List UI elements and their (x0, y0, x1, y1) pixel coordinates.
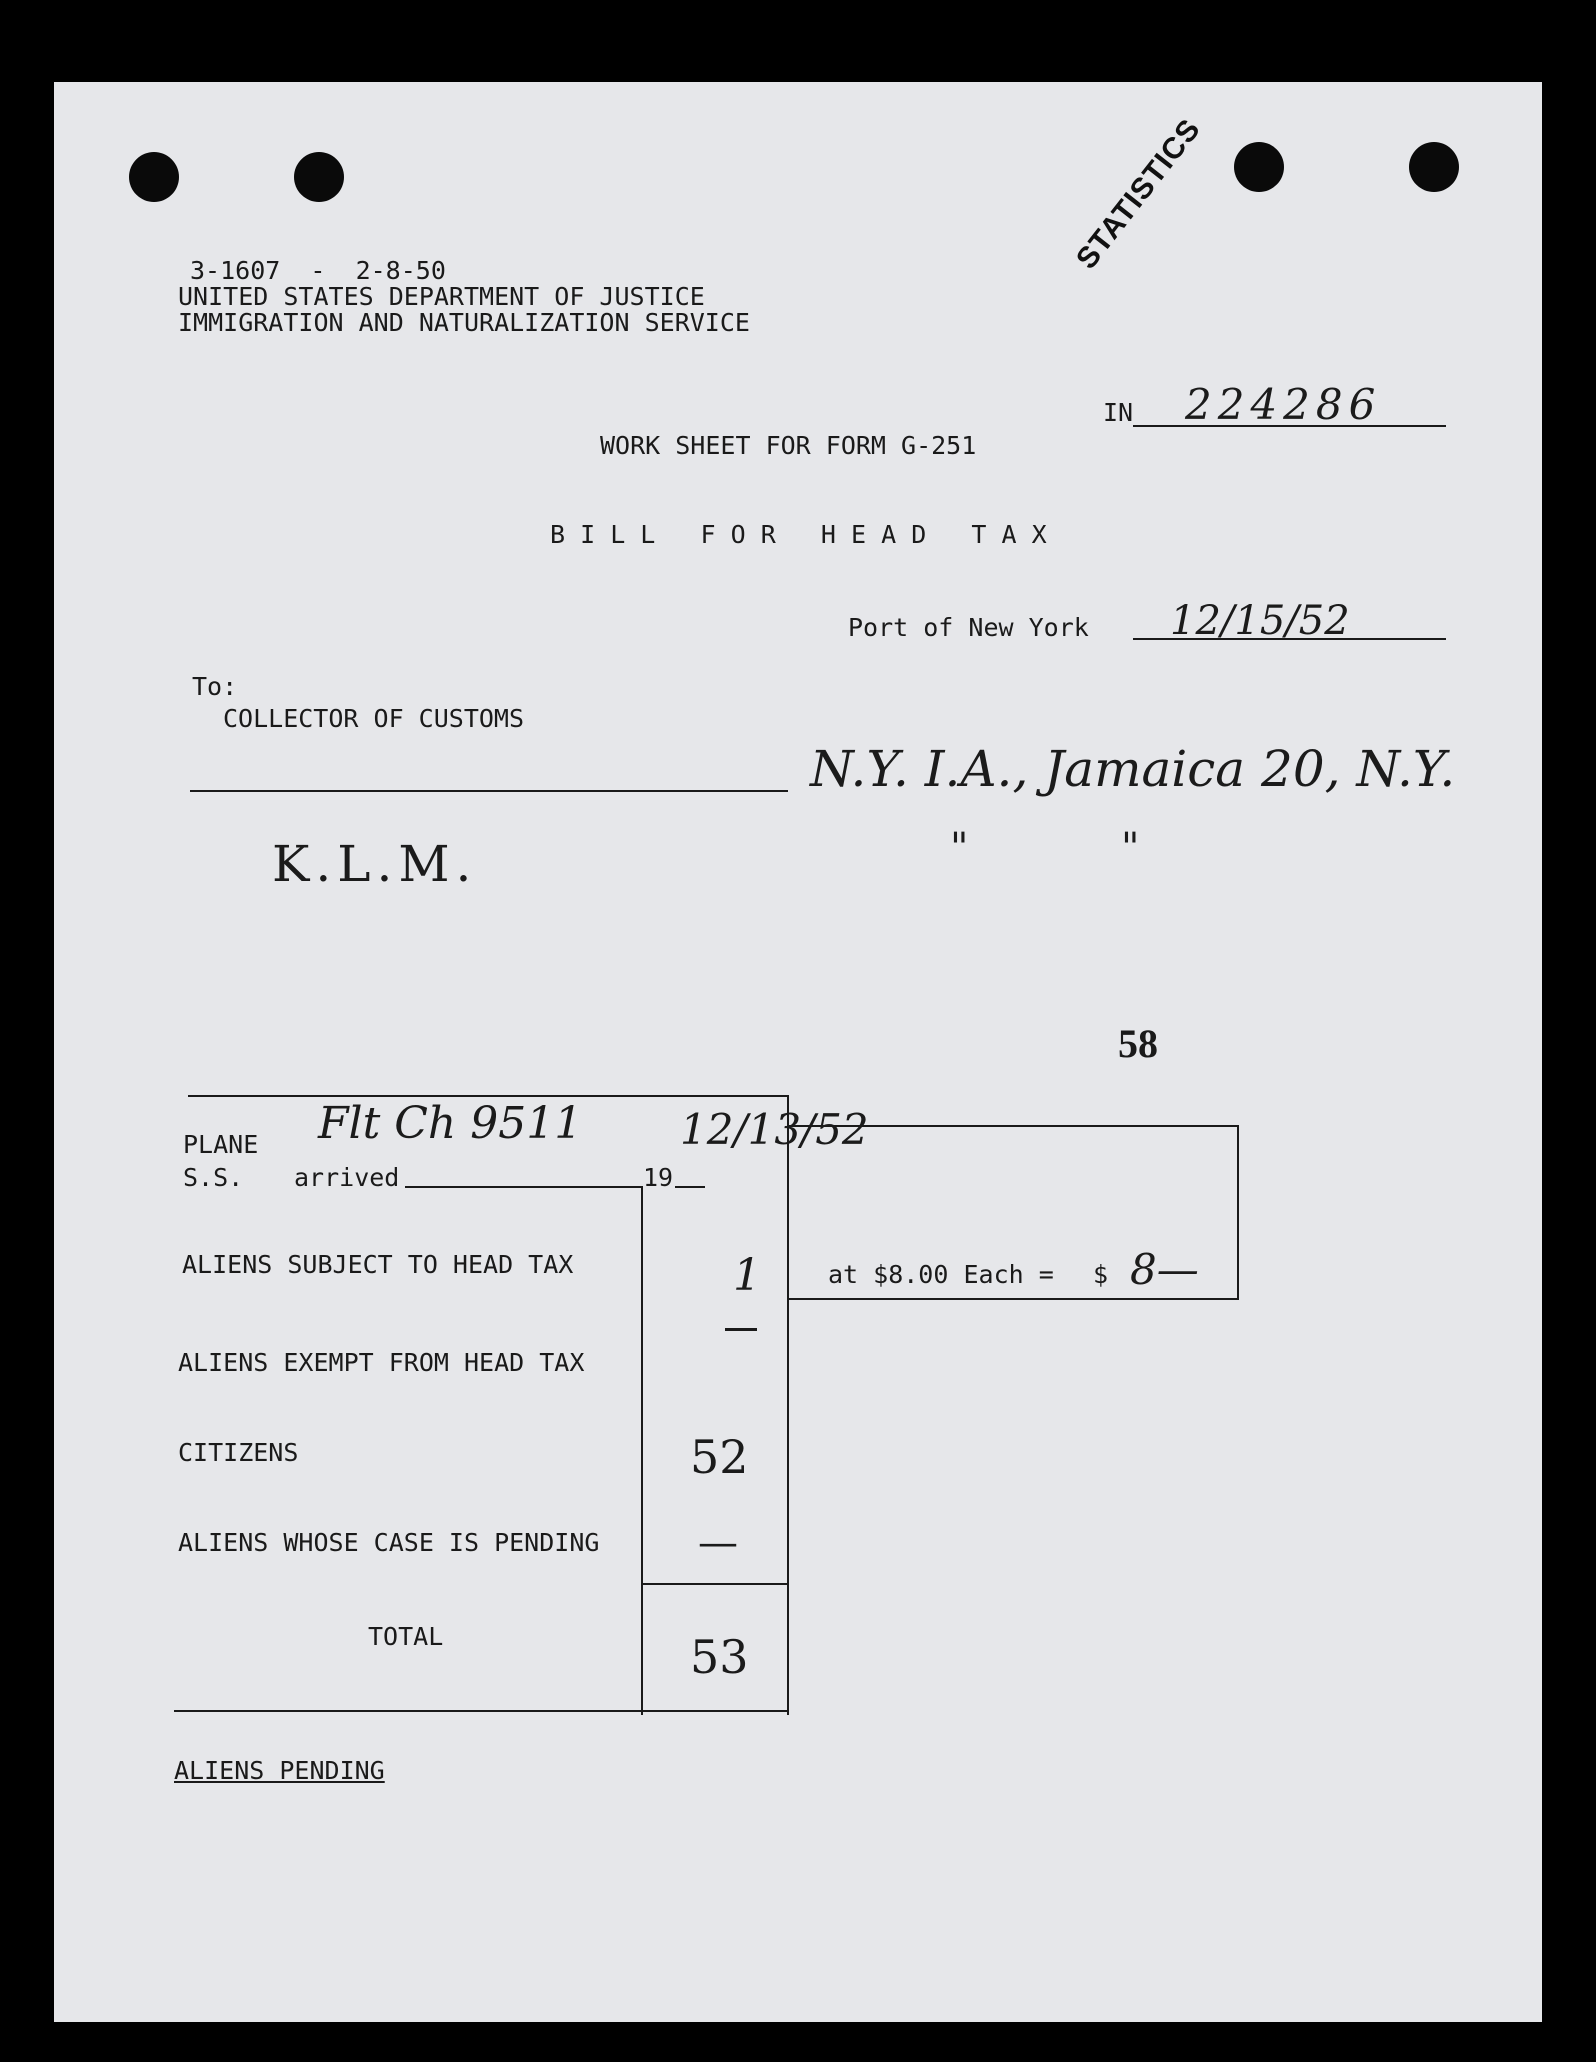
arrived-label: arrived (294, 1163, 400, 1192)
handwritten-address: N.Y. I.A., Jamaica 20, N.Y. (810, 740, 1456, 798)
year-line (675, 1186, 705, 1188)
document-page (54, 82, 1542, 2022)
ss-label: S.S. (183, 1163, 244, 1192)
total-value: 53 (690, 1630, 749, 1684)
statistics-stamp: STATISTICS (1070, 112, 1208, 276)
table-bottom-border (174, 1710, 788, 1712)
row-value-subject: 1 (733, 1250, 761, 1301)
address-line (190, 790, 788, 792)
port-label: Port of New York (848, 613, 1089, 642)
work-sheet-title: WORK SHEET FOR FORM G-251 (600, 431, 977, 460)
carrier-name: K.L.M. (272, 835, 478, 893)
to-label: To: (192, 672, 238, 701)
row-value-subject-underline (725, 1328, 757, 1331)
rate-box-right (1237, 1125, 1239, 1300)
row-label-exempt: ALIENS EXEMPT FROM HEAD TAX (178, 1348, 585, 1377)
service-name: IMMIGRATION AND NATURALIZATION SERVICE (178, 308, 750, 337)
row-label-citizens: CITIZENS (178, 1438, 299, 1467)
row-label-subject: ALIENS SUBJECT TO HEAD TAX (182, 1250, 574, 1279)
rate-box-bottom (787, 1298, 1239, 1300)
amount-value: 8— (1130, 1245, 1199, 1294)
dollar-sign: $ (1093, 1260, 1109, 1289)
to-recipient: COLLECTOR OF CUSTOMS (223, 704, 525, 733)
port-date: 12/15/52 (1170, 598, 1350, 644)
row-value-pending: — (698, 1520, 738, 1566)
aliens-pending-label: ALIENS PENDING (174, 1756, 385, 1785)
punch-hole (1234, 142, 1284, 192)
arrived-line (405, 1186, 641, 1188)
page-number: 58 (1118, 1021, 1158, 1066)
table-right-border (787, 1095, 789, 1715)
form-number: 3-1607 - 2-8-50 (190, 256, 446, 285)
department-name: UNITED STATES DEPARTMENT OF JUSTICE (178, 282, 705, 311)
punch-hole (294, 152, 344, 202)
table-top-border (188, 1095, 788, 1097)
year-prefix: 19 (643, 1163, 674, 1192)
bill-title: B I L L F O R H E A D T A X (550, 520, 1047, 549)
row-label-pending: ALIENS WHOSE CASE IS PENDING (178, 1528, 600, 1557)
handwritten-ditto: " " (950, 825, 1140, 871)
flight-value: Flt Ch 9511 (318, 1098, 583, 1149)
value-column-left-border (641, 1186, 643, 1715)
row-value-citizens: 52 (690, 1430, 749, 1484)
rate-text: at $8.00 Each = (828, 1260, 1054, 1289)
punch-hole (129, 152, 179, 202)
in-label: IN (1103, 398, 1134, 427)
punch-hole (1409, 142, 1459, 192)
in-number: 224286 (1185, 380, 1382, 429)
total-top-border (641, 1583, 788, 1585)
arrival-date: 12/13/52 (680, 1105, 869, 1154)
plane-label: PLANE (183, 1130, 259, 1159)
total-label: TOTAL (368, 1622, 444, 1651)
